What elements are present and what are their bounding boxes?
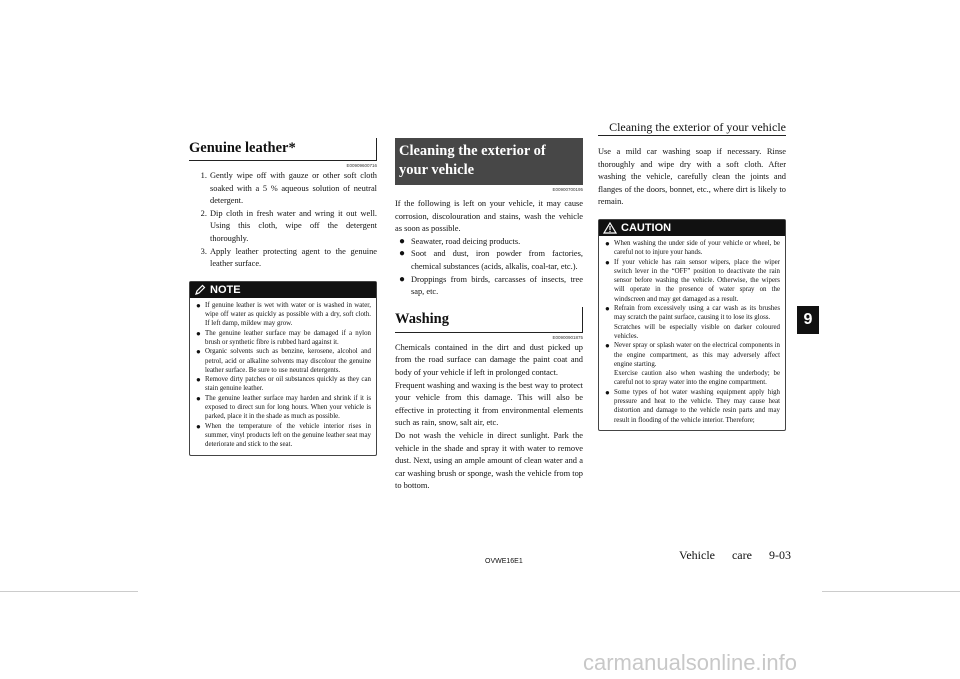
bullet-icon: ●	[605, 257, 610, 267]
bullet-icon: ●	[196, 393, 201, 403]
paragraph: Frequent washing and waxing is the best way to protect your vehicle from this damage. This will also be effective in protecting it from environmental elements such as rain, snow, salt air, etc.	[395, 380, 583, 428]
note-item	[195, 329, 371, 348]
bullet-icon: ●	[605, 341, 610, 351]
section-heading-genuine-leather: Genuine leather*	[189, 138, 377, 161]
caution-list	[604, 239, 780, 425]
note-item	[195, 301, 371, 329]
page-footer	[679, 548, 791, 563]
note-pencil-icon	[194, 284, 206, 296]
caution-text: When washing the under side of your vehicle or wheel, be careful not to injure your hands.	[614, 239, 780, 257]
chapter-tab: 9	[797, 306, 819, 334]
caution-text: Some types of hot water washing equipment apply high pressure and heat to the vehicle. They may cause heat distortion and damage to the vehicle resin parts and may result in flooding of the vehicle interior. Therefore;	[614, 388, 780, 424]
bullet-icon: ●	[605, 387, 610, 397]
step-item: 1. Gently wipe off with gauze or other soft cloth soaked with a 5 % aqueous solution of neutral detergent.	[209, 170, 377, 208]
list-text: Seawater, road deicing products.	[411, 236, 521, 246]
note-item	[195, 394, 371, 422]
list-item	[398, 274, 583, 299]
caution-extra: Scratches will be especially visible on darker coloured vehicles.	[614, 323, 780, 340]
column-washing-continued	[598, 146, 786, 431]
crop-rule	[0, 591, 138, 592]
note-text: Remove dirty patches or oil substances quickly as they can stain genuine leather.	[205, 376, 371, 393]
caution-body	[599, 236, 785, 430]
caution-item	[604, 388, 780, 425]
caution-item	[604, 258, 780, 304]
note-text: When the temperature of the vehicle interior rises in summer, vinyl products left on the genuine leather seat may deteriorate and stick to the seat.	[205, 422, 371, 449]
caution-text: Refrain from excessively using a car wash as its brushes may scratch the paint surface, causing it to lose its gloss.	[614, 305, 780, 322]
bullet-icon: ●	[399, 273, 406, 285]
note-item	[195, 375, 371, 394]
note-text: The genuine leather surface may be damaged if a nylon brush or synthetic fibre is rubbed hard against it.	[205, 329, 371, 346]
bullet-icon: ●	[196, 347, 201, 357]
note-title: NOTE	[210, 283, 241, 296]
section-heading-washing: Washing	[395, 307, 583, 333]
note-list	[195, 301, 371, 450]
list-text: Soot and dust, iron powder from factories, chemical substances (acids, alkalis, coal-tar, etc.).	[411, 249, 583, 271]
bullet-icon: ●	[196, 300, 201, 310]
document-code: OVWE16E1	[485, 558, 523, 565]
list-text: Droppings from birds, carcasses of insects, tree sap, etc.	[411, 274, 583, 297]
paragraph: Use a mild car washing soap if necessary. Rinse thoroughly and wipe dry with a soft cloth. After washing the vehicle, carefully clean the joints and flanges of the doors, bonnet, etc., where dirt is likely to remain.	[598, 147, 786, 207]
footer-section: Vehicle care	[679, 548, 752, 562]
section-code: E00900901875	[552, 334, 583, 340]
caution-header	[599, 220, 785, 236]
heading-line: your vehicle	[399, 162, 475, 178]
note-text: If genuine leather is wet with water or is washed in water, wipe off water as quickly as possible with a dry, soft cloth. If left damp, mildew may grow.	[205, 301, 371, 328]
note-text: Organic solvents such as benzine, kerosene, alcohol and petrol, acid or alkaline solvents may discolour the genuine leather surface. Be sure to use neutral detergents.	[205, 348, 371, 374]
column-cleaning-exterior	[395, 138, 583, 493]
bullet-icon: ●	[196, 421, 201, 431]
column-genuine-leather	[189, 138, 377, 456]
watermark: carmanualsonline.info	[583, 650, 798, 675]
caution-text: If your vehicle has rain sensor wipers, place the wiper switch lever in the “OFF” position to deactivate the rain sensor before washing the vehicle. Otherwise, the wipers will operate in the presence of water spray on the windscreen and may get damaged as a result.	[614, 258, 780, 303]
crop-rule	[822, 591, 960, 592]
note-item	[195, 422, 371, 450]
section-heading-cleaning-exterior	[395, 138, 583, 185]
caution-item	[604, 341, 780, 387]
bullet-icon: ●	[196, 328, 201, 338]
steps-list	[189, 170, 377, 271]
intro-paragraph: If the following is left on your vehicle, it may cause corrosion, discolouration and stains, wash the vehicle as soon as possible.	[395, 199, 583, 234]
note-item	[195, 347, 371, 375]
paragraph: Do not wash the vehicle in direct sunlight. Park the vehicle in the shade and spray it with water to remove dust. Next, using an ample amount of clean water and a car washing brush or sponge, wash the vehicle from top to bottom.	[395, 430, 583, 491]
bullet-icon: ●	[605, 238, 610, 248]
list-item	[398, 248, 583, 273]
note-box	[189, 281, 377, 456]
step-item: 2. Dip cloth in fresh water and wring it out well. Using this cloth, wipe off the detergent thoroughly.	[209, 208, 377, 246]
bullet-icon: ●	[196, 375, 201, 385]
caution-item	[604, 239, 780, 258]
warning-triangle-icon	[603, 222, 617, 234]
contaminant-list	[395, 236, 583, 299]
section-code: E00900700195	[552, 187, 583, 192]
bullet-icon: ●	[399, 248, 406, 260]
list-item	[398, 236, 583, 249]
bullet-icon: ●	[605, 304, 610, 314]
caution-box	[598, 219, 786, 431]
step-item: 3. Apply leather protecting agent to the genuine leather surface.	[209, 246, 377, 271]
heading-line: Cleaning the exterior of	[399, 143, 546, 159]
caution-item	[604, 304, 780, 341]
paragraph: Chemicals contained in the dirt and dust picked up from the road surface can damage the paint coat and body of your vehicle if left in prolonged contact.	[395, 342, 583, 377]
caution-text: Never spray or splash water on the electrical components in the engine compartment, as this may adversely affect engine starting.	[614, 342, 780, 368]
caution-extra: Exercise caution also when washing the underbody; be careful not to spray water into the engine compartment.	[614, 370, 780, 387]
note-text: The genuine leather surface may harden and shrink if it is exposed to direct sun for long hours. When your vehicle is parked, place it in the shade as much as possible.	[205, 394, 371, 421]
note-header	[190, 282, 376, 298]
page-number: 9-03	[768, 548, 791, 562]
section-code: E00909600716	[346, 163, 377, 168]
caution-title: CAUTION	[621, 221, 672, 234]
bullet-icon: ●	[399, 235, 406, 247]
note-body	[190, 298, 376, 455]
running-header: Cleaning the exterior of your vehicle	[609, 120, 786, 134]
header-rule	[598, 135, 786, 136]
